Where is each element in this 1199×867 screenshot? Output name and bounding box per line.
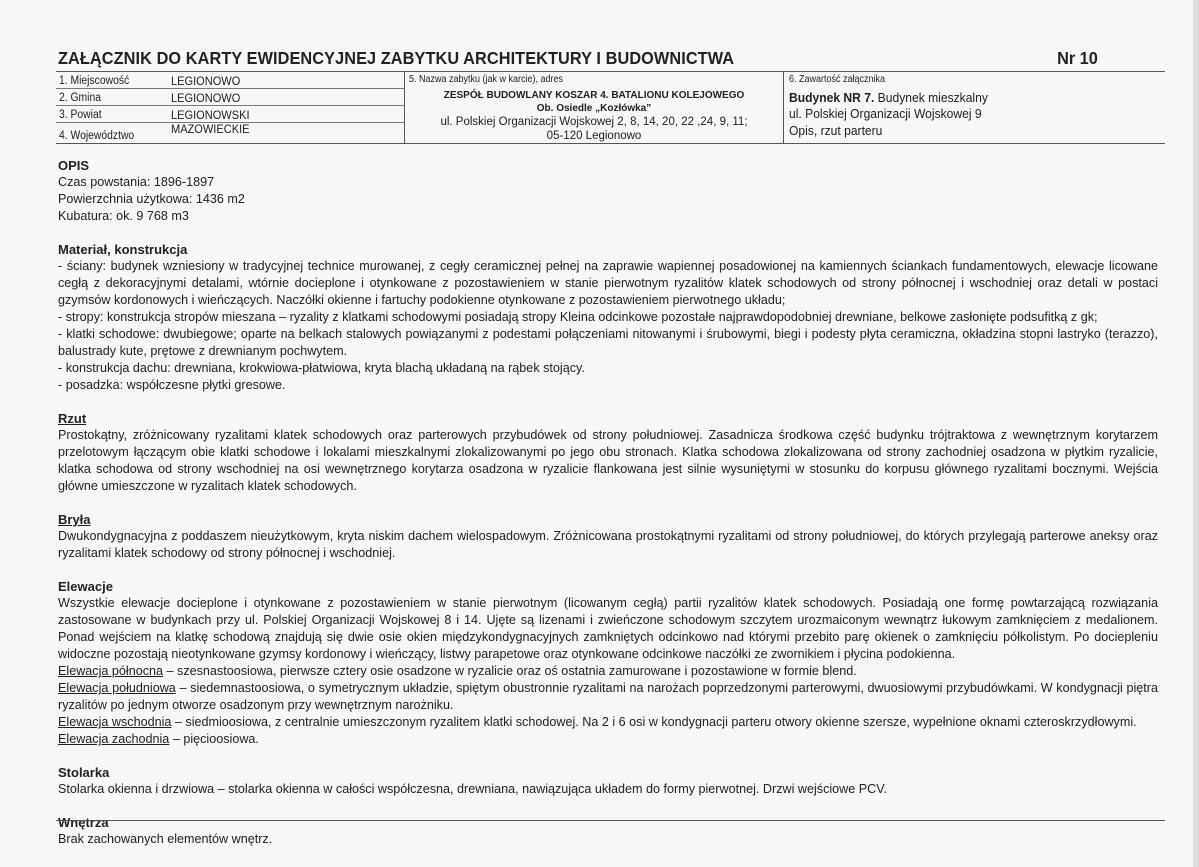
- monument-address: [405, 115, 783, 143]
- field-row: [56, 123, 404, 142]
- field-row: [56, 106, 404, 123]
- section-stolarka: [58, 764, 1158, 798]
- title-row: [58, 48, 1098, 70]
- elevation-item: [58, 731, 1158, 748]
- field-row: [56, 72, 404, 89]
- field-label: 1. Miejscowość: [59, 75, 130, 87]
- document-body: [58, 157, 1158, 864]
- elevation-label: Elewacja zachodnia: [58, 732, 170, 746]
- address-line: ul. Polskiej Organizacji Wojskowej 2, 8, 14, 20, 22 ,24, 9, 11;: [440, 116, 748, 128]
- elevation-label: Elewacja północna: [58, 664, 164, 678]
- building-number: Budynek NR 7.: [789, 90, 875, 105]
- section-title: OPIS: [58, 158, 90, 173]
- elevation-text: – siedmioosiowa, z centralnie umieszczonym ryzalitem klatki schodowej. Na 2 i 6 osi w kondygnacji parteru otwory okienne szersze, wypełnione oknami czteroskrzydłowymi.: [171, 715, 1137, 729]
- rzut-text: Prostokątny, zróżnicowany ryzalitami klatek schodowych oraz parterowych przybudówek od strony południowej. Zasadnicza środkowa część budynku trójtraktowa z wewnętrznym korytarzem przelotowym łączącym obie klatki schodowe i lokalami mieszkalnymi zlokalizowanymi po jego obu stronach. Klatka schodowa zlokalizowana od strony zachodniej osadzona w płytkim ryzalicie, klatka schodowa od strony wschodniej na osi wewnętrznego korytarza osadzona w ryzalicie flankowana jest silnie wysuniętymi w stosunku do korpusu głównego ryzalitami bocznymi. Wejścia główne umieszczone w ryzalitach klatek schodowych.: [58, 428, 1158, 493]
- elevation-label: Elewacja wschodnia: [58, 715, 172, 729]
- address-line: 05-120 Legionowo: [546, 130, 642, 142]
- section-material: [58, 241, 1158, 394]
- section-title: Rzut: [58, 411, 87, 426]
- wnetrza-text: Brak zachowanych elementów wnętrz.: [58, 832, 273, 846]
- bryla-text: Dwukondygnacyjna z poddaszem nieużytkowym, kryta niskim dachem wielospadowym. Zróżnicowana prostokątnymi ryzalitami od strony południowej, do których przylegają parterowe aneksy oraz ryzalitami klatek schodowy od strony północnej i wschodniej.: [58, 529, 1158, 560]
- field-label: 4. Województwo: [59, 130, 135, 142]
- attachment-label: 6. Zawartość załącznika: [789, 74, 886, 85]
- elevation-text: – siedemnastoosiowa, o symetrycznym układzie, spiętym obustronnie ryzalitami na narożach poprzedzonymi parterowymi, dwuosiowymi przybudówkami. W kondygnacji piętra ryzalitów po jednym otworze osadzonym przy wewnętrznym narożniku.: [58, 681, 1158, 712]
- field-value: LEGIONOWO: [171, 74, 241, 88]
- attachment-building: [789, 90, 988, 105]
- opis-line: Czas powstania: 1896-1897: [58, 175, 215, 189]
- section-title: Elewacje: [58, 579, 113, 594]
- section-title: Bryła: [58, 512, 91, 527]
- section-title: Wnętrza: [58, 815, 109, 830]
- elevation-item: [58, 680, 1158, 714]
- material-paragraph: - posadzka: współczesne płytki gresowe.: [58, 378, 286, 392]
- card-header-table: [56, 71, 1165, 144]
- elevation-label: Elewacja południowa: [58, 681, 176, 695]
- stolarka-text: Stolarka okienna i drzwiowa – stolarka okienna w całości współczesna, drewniana, nawiązująca układem do formy pierwotnej. Drzwi wejściowe PCV.: [58, 782, 888, 796]
- elevation-item: [58, 714, 1158, 731]
- elevation-text: – szesnastoosiowa, pierwsze cztery osie osadzone w ryzalicie oraz oś ostatnia zamurowane i pozostawione w formie blend.: [163, 664, 857, 678]
- monument-label: 5. Nazwa zabytku (jak w karcie), adres: [409, 74, 564, 85]
- elevation-item: [58, 663, 1158, 680]
- section-opis: [58, 157, 1158, 225]
- monument-subname: Ob. Osiedle „Kozłówka”: [536, 103, 652, 114]
- material-paragraph: - stropy: konstrukcja stropów mieszana – ryzality z klatkami schodowymi posiadają stropy Kleina odcinkowe pozostałe najprawdopodobniej drewniane, belkowe zasłonięte podsufitką z gk;: [58, 310, 1098, 324]
- field-value: LEGIONOWSKI: [171, 108, 250, 122]
- material-paragraph: - klatki schodowe: dwubiegowe; oparte na belkach stalowych powiązanymi z podestami połączeniami nitowanymi i śrubowymi, biegi i podesty płyta ceramiczna, okładzina stopni lastryko (terazzo), balustrady kute, prętowe z drewnianym pochwytem.: [58, 327, 1158, 358]
- document-number: Nr 10: [1057, 48, 1098, 68]
- material-paragraph: - ściany: budynek wzniesiony w tradycyjnej technice murowanej, z cegły ceramicznej pełnej na zaprawie wapiennej posadowionej na kamiennych ściankach fundamentowych, elewacje licowane cegłą z dekoracyjnymi detalami, wtórnie docieplone i otynkowane z pozostawieniem w stanie pierwotnym ryzalitów klatek schodowych od strony północnej i wschodniej oraz detali w postaci gzymsów kordonowych i wieńczących. Naczółki okienne i fartuchy podokienne otynkowane z pozostawieniem pierwotnego układu;: [58, 259, 1158, 307]
- section-title: Stolarka: [58, 765, 110, 780]
- attachment-field: [784, 72, 1164, 143]
- document-title: ZAŁĄCZNIK DO KARTY EWIDENCYJNEJ ZABYTKU ARCHITEKTURY I BUDOWNICTWA: [58, 48, 735, 68]
- bottom-divider: [56, 820, 1165, 821]
- section-rzut: [58, 410, 1158, 495]
- material-paragraph: - konstrukcja dachu: drewniana, krokwiowa-płatwiowa, kryta blachą układaną na rąbek stojący.: [58, 361, 585, 375]
- field-value: MAZOWIECKIE: [171, 122, 250, 136]
- field-value: LEGIONOWO: [171, 91, 241, 105]
- attachment-contents: Opis, rzut parteru: [789, 123, 883, 138]
- building-type: Budynek mieszkalny: [874, 90, 988, 105]
- section-elewacje: [58, 578, 1158, 748]
- location-fields: [56, 72, 405, 143]
- attachment-address: ul. Polskiej Organizacji Wojskowej 9: [789, 106, 982, 121]
- monument-name: ZESPÓŁ BUDOWLANY KOSZAR 4. BATALIONU KOLEJOWEGO: [443, 90, 745, 101]
- elewacje-intro: Wszystkie elewacje docieplone i otynkowane z pozostawieniem w stanie pierwotnym (licowanym cegłą) partii ryzalitów klatek schodowych. Posiadają one formę powtarzającą rozwiązania zastosowane w budynkach przy ul. Polskiej Organizacji Wojskowej 8 i 14. Ujęte są lizenami i zwieńczone schodowym szczytem urozmaiconym wewnątrz łukowym zamknięciem z medalionem. Ponad wejściem na klatkę schodową znajdują się dwie osie okien międzykondygnacyjnych zamkniętych odcinkowo nad którymi przebito parę okienek o zamknięciu półkolistym. Po dociepleniu widoczne pozostają nieotynkowane gzymsy kordonowy i wieńczący, listwy parapetowe oraz otynkowane odcinkowe naczółki ze zwornikiem i płycina podokienna.: [58, 596, 1158, 661]
- field-row: [56, 89, 404, 106]
- field-label: 2. Gmina: [59, 92, 102, 104]
- monument-field: [405, 72, 784, 143]
- section-bryla: [58, 511, 1158, 562]
- opis-line: Kubatura: ok. 9 768 m3: [58, 209, 189, 223]
- elevation-text: – pięcioosiowa.: [169, 732, 259, 746]
- field-label: 3. Powiat: [59, 109, 102, 121]
- opis-line: Powierzchnia użytkowa: 1436 m2: [58, 192, 245, 206]
- page-edge: [1193, 0, 1199, 867]
- section-title: Materiał, konstrukcja: [58, 242, 188, 257]
